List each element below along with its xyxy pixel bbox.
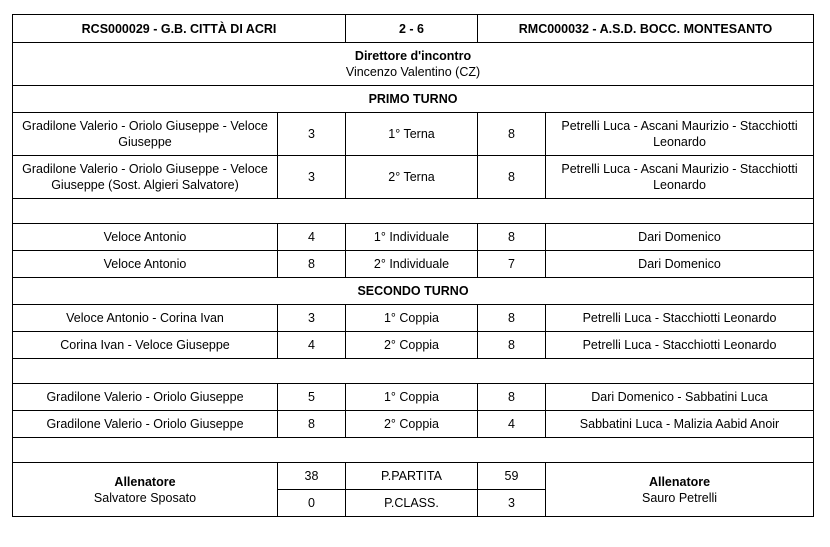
section-title-primo-turno: PRIMO TURNO <box>13 86 814 113</box>
home-players: Corina Ivan - Veloce Giuseppe <box>13 332 278 359</box>
match-score: 2 - 6 <box>346 15 478 43</box>
match-type: 1° Terna <box>346 113 478 156</box>
away-players: Dari Domenico <box>546 224 814 251</box>
away-players: Petrelli Luca - Stacchiotti Leonardo <box>546 332 814 359</box>
home-score: 4 <box>278 224 346 251</box>
away-points-partita: 59 <box>478 463 546 490</box>
away-players: Petrelli Luca - Stacchiotti Leonardo <box>546 305 814 332</box>
points-partita-label: P.PARTITA <box>346 463 478 490</box>
home-players: Veloce Antonio <box>13 251 278 278</box>
director-name: Vincenzo Valentino (CZ) <box>345 65 481 79</box>
away-players: Dari Domenico <box>546 251 814 278</box>
director-row <box>13 43 814 86</box>
home-players: Veloce Antonio - Corina Ivan <box>13 305 278 332</box>
home-score: 3 <box>278 113 346 156</box>
spacer-row <box>13 359 814 384</box>
away-players: Petrelli Luca - Ascani Maurizio - Stacchiotti Leonardo <box>546 113 814 156</box>
director-title: Direttore d'incontro <box>354 49 472 63</box>
header-row <box>13 15 814 43</box>
table-row <box>13 411 814 438</box>
section-title-secondo-turno: SECONDO TURNO <box>13 278 814 305</box>
home-players: Gradilone Valerio - Oriolo Giuseppe - Veloce Giuseppe <box>13 113 278 156</box>
spacer-row <box>13 438 814 463</box>
spacer-cell <box>13 199 814 224</box>
table-row <box>13 113 814 156</box>
away-coach-title: Allenatore <box>648 474 711 489</box>
away-team-name: RMC000032 - A.S.D. BOCC. MONTESANTO <box>478 15 814 43</box>
away-players: Dari Domenico - Sabbatini Luca <box>546 384 814 411</box>
home-players: Gradilone Valerio - Oriolo Giuseppe - Veloce Giuseppe (Sost. Algieri Salvatore) <box>13 156 278 199</box>
home-score: 4 <box>278 332 346 359</box>
away-coach-cell <box>546 463 814 517</box>
home-score: 8 <box>278 411 346 438</box>
away-points-class: 3 <box>478 490 546 517</box>
table-row <box>13 384 814 411</box>
home-points-class: 0 <box>278 490 346 517</box>
away-score: 8 <box>478 384 546 411</box>
home-points-partita: 38 <box>278 463 346 490</box>
match-type: 1° Coppia <box>346 384 478 411</box>
away-coach-name: Sauro Petrelli <box>641 490 718 505</box>
table-row <box>13 305 814 332</box>
away-score: 8 <box>478 305 546 332</box>
match-type: 2° Coppia <box>346 332 478 359</box>
table-row <box>13 224 814 251</box>
away-score: 8 <box>478 332 546 359</box>
home-team-name: RCS000029 - G.B. CITTÀ DI ACRI <box>13 15 346 43</box>
table-row <box>13 251 814 278</box>
spacer-cell <box>13 438 814 463</box>
away-score: 8 <box>478 224 546 251</box>
director-cell <box>13 43 814 86</box>
home-score: 8 <box>278 251 346 278</box>
footer-row <box>13 463 814 490</box>
home-score: 3 <box>278 305 346 332</box>
match-type: 1° Coppia <box>346 305 478 332</box>
away-score: 8 <box>478 156 546 199</box>
home-players: Gradilone Valerio - Oriolo Giuseppe <box>13 384 278 411</box>
away-score: 4 <box>478 411 546 438</box>
spacer-cell <box>13 359 814 384</box>
points-class-label: P.CLASS. <box>346 490 478 517</box>
match-report-table <box>12 14 814 517</box>
home-coach-title: Allenatore <box>114 474 176 489</box>
home-score: 3 <box>278 156 346 199</box>
match-type: 1° Individuale <box>346 224 478 251</box>
section-title-row <box>13 278 814 305</box>
home-coach-name: Salvatore Sposato <box>93 490 197 505</box>
away-score: 8 <box>478 113 546 156</box>
home-coach-cell <box>13 463 278 517</box>
away-score: 7 <box>478 251 546 278</box>
section-title-row <box>13 86 814 113</box>
home-score: 5 <box>278 384 346 411</box>
match-type: 2° Coppia <box>346 411 478 438</box>
table-row <box>13 332 814 359</box>
home-players: Veloce Antonio <box>13 224 278 251</box>
match-type: 2° Individuale <box>346 251 478 278</box>
match-type: 2° Terna <box>346 156 478 199</box>
away-players: Sabbatini Luca - Malizia Aabid Anoir <box>546 411 814 438</box>
away-players: Petrelli Luca - Ascani Maurizio - Stacchiotti Leonardo <box>546 156 814 199</box>
table-row <box>13 156 814 199</box>
home-players: Gradilone Valerio - Oriolo Giuseppe <box>13 411 278 438</box>
spacer-row <box>13 199 814 224</box>
